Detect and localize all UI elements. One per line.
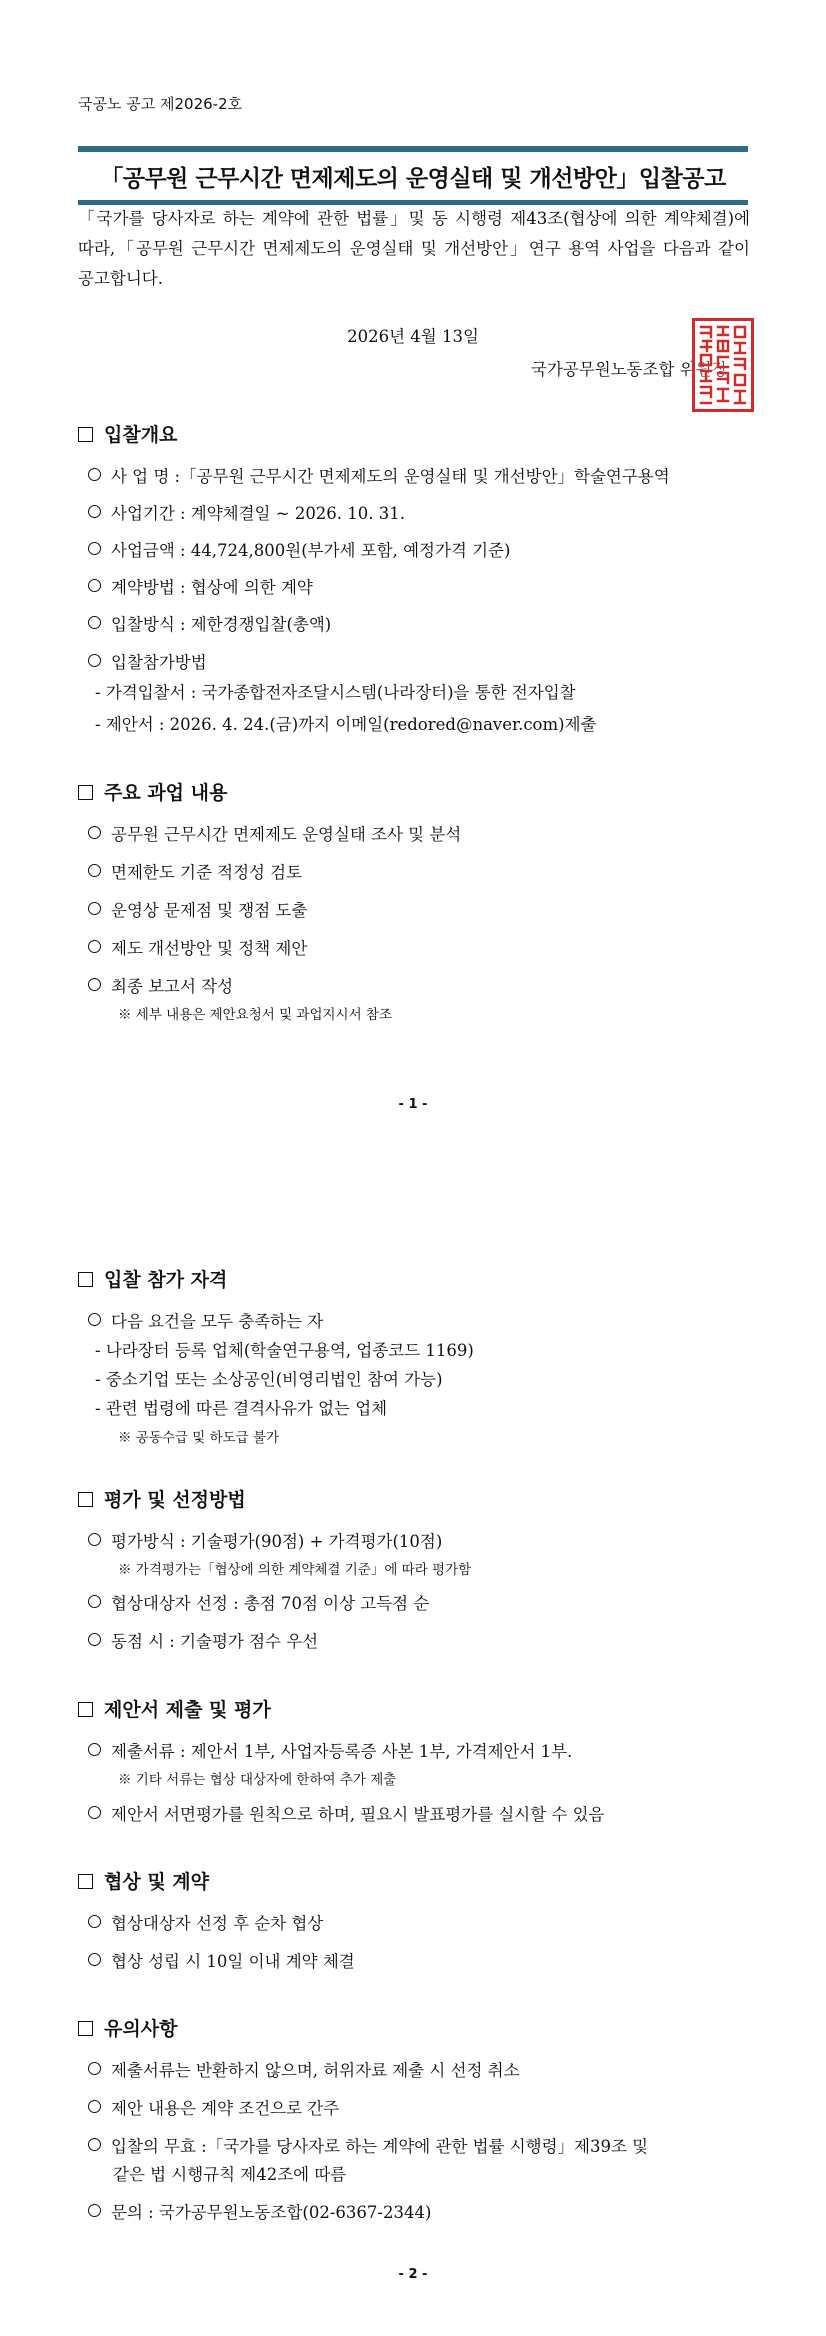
- list-item-text: 다음 요건을 모두 충족하는 자: [111, 1312, 324, 1331]
- list-item: [88, 500, 405, 524]
- list-item: [88, 1910, 323, 1934]
- list-item-text: 사업기간 : 계약체결일 ~ 2026. 10. 31.: [111, 504, 406, 523]
- page-2: [0, 1168, 826, 2336]
- circle-bullet-icon: [88, 1806, 101, 1819]
- list-item-text: 운영상 문제점 및 쟁점 도출: [111, 901, 308, 920]
- list-item-text: 협상대상자 선정 후 순차 협상: [111, 1914, 324, 1933]
- square-bullet-icon: [78, 2021, 93, 2036]
- footnote: ※ 공동수급 및 하도급 불가: [118, 1430, 280, 1446]
- list-item-text: 사업금액 : 44,724,800원(부가세 포함, 예정가격 기준): [111, 541, 511, 560]
- list-item-text: 제출서류는 반환하지 않으며, 허위자료 제출 시 선정 취소: [111, 2061, 520, 2080]
- square-bullet-icon: [78, 1702, 93, 1717]
- list-item: [88, 821, 461, 845]
- list-item: [88, 1948, 355, 1972]
- section-title: 유의사항: [104, 2018, 178, 2040]
- section-title: 주요 과업 내용: [104, 782, 228, 804]
- section-heading-notes: [78, 2014, 177, 2041]
- circle-bullet-icon: [88, 864, 101, 877]
- circle-bullet-icon: [88, 1313, 101, 1326]
- square-bullet-icon: [78, 1272, 93, 1287]
- list-item: [88, 1738, 572, 1762]
- circle-bullet-icon: [88, 2204, 101, 2217]
- section-heading-overview: [78, 420, 177, 447]
- square-bullet-icon: [78, 1492, 93, 1507]
- list-item: [88, 1801, 605, 1825]
- list-item: [88, 859, 302, 883]
- list-item: [88, 897, 307, 921]
- dash-item: - 중소기업 또는 소상공인(비영리법인 참여 가능): [95, 1370, 443, 1389]
- section-heading-evaluation: [78, 1485, 246, 1512]
- list-item-continuation: 같은 법 시행규칙 제42조에 따름: [113, 2165, 347, 2184]
- circle-bullet-icon: [88, 616, 101, 629]
- list-item: [88, 1590, 429, 1614]
- list-item-text: 제안 내용은 계약 조건으로 간주: [111, 2099, 340, 2118]
- list-item: [88, 2057, 520, 2081]
- circle-bullet-icon: [88, 1743, 101, 1756]
- circle-bullet-icon: [88, 940, 101, 953]
- list-item: [88, 973, 233, 997]
- circle-bullet-icon: [88, 1915, 101, 1928]
- section-title: 협상 및 계약: [104, 1871, 209, 1893]
- list-item-text: 계약방법 : 협상에 의한 계약: [111, 578, 313, 597]
- notice-date: 2026년 4월 13일: [347, 327, 479, 346]
- list-item: [88, 1308, 323, 1332]
- list-item-text: 입찰의 무효 :「국가를 당사자로 하는 계약에 관한 법률 시행령」제39조 및: [111, 2137, 649, 2156]
- list-item-text: 동점 시 : 기술평가 점수 우선: [111, 1632, 319, 1651]
- dash-item: - 제안서 : 2026. 4. 24.(금)까지 이메일(redored@naver.com)제출: [95, 715, 597, 734]
- section-heading-eligibility: [78, 1265, 227, 1292]
- list-item-text: 제출서류 : 제안서 1부, 사업자등록증 사본 1부, 가격제안서 1부.: [111, 1742, 573, 1761]
- section-title: 제안서 제출 및 평가: [104, 1699, 271, 1721]
- list-item: [88, 2133, 648, 2157]
- list-item-text: 사 업 명 :「공무원 근무시간 면제제도의 운영실태 및 개선방안」학술연구용역: [111, 467, 670, 486]
- dash-item: - 관련 법령에 따른 결격사유가 없는 업체: [95, 1399, 388, 1418]
- circle-bullet-icon: [88, 826, 101, 839]
- circle-bullet-icon: [88, 654, 101, 667]
- circle-bullet-icon: [88, 1953, 101, 1966]
- list-item: [88, 1628, 318, 1652]
- list-item: [88, 2095, 339, 2119]
- circle-bullet-icon: [88, 505, 101, 518]
- circle-bullet-icon: [88, 579, 101, 592]
- section-title: 입찰개요: [104, 424, 178, 446]
- issuer-name: 국가공무원노동조합 위원장: [531, 360, 728, 379]
- document-number: 국공노 공고 제2026-2호: [78, 95, 243, 113]
- square-bullet-icon: [78, 427, 93, 442]
- list-item: [88, 2199, 431, 2223]
- footnote: ※ 가격평가는「협상에 의한 계약체결 기준」에 따라 평가함: [118, 1562, 472, 1578]
- list-item-text: 협상 성립 시 10일 이내 계약 체결: [111, 1952, 355, 1971]
- list-item-text: 제도 개선방안 및 정책 제안: [111, 939, 308, 958]
- list-item-text: 제안서 서면평가를 원칙으로 하며, 필요시 발표평가를 실시할 수 있음: [111, 1805, 605, 1824]
- list-item-text: 공무원 근무시간 면제제도 운영실태 조사 및 분석: [111, 825, 462, 844]
- section-heading-tasks: [78, 778, 227, 805]
- circle-bullet-icon: [88, 978, 101, 991]
- circle-bullet-icon: [88, 902, 101, 915]
- circle-bullet-icon: [88, 2138, 101, 2151]
- page-number: - 2 -: [398, 2267, 428, 2282]
- section-title: 입찰 참가 자격: [104, 1269, 228, 1291]
- list-item-text: 협상대상자 선정 : 총점 70점 이상 고득점 순: [111, 1594, 430, 1613]
- circle-bullet-icon: [88, 1633, 101, 1646]
- circle-bullet-icon: [88, 542, 101, 555]
- page-number: - 1 -: [398, 1097, 428, 1112]
- circle-bullet-icon: [88, 1533, 101, 1546]
- list-item: [88, 574, 313, 598]
- square-bullet-icon: [78, 785, 93, 800]
- list-item-text: 문의 : 국가공무원노동조합(02-6367-2344): [111, 2203, 432, 2222]
- section-heading-contract: [78, 1867, 209, 1894]
- title-band: [78, 146, 748, 205]
- dash-item: - 가격입찰서 : 국가종합전자조달시스템(나라장터)을 통한 전자입찰: [95, 683, 576, 702]
- footnote: ※ 세부 내용은 제안요청서 및 과업지시서 참조: [118, 1007, 392, 1023]
- circle-bullet-icon: [88, 468, 101, 481]
- list-item: [88, 1528, 442, 1552]
- list-item: [88, 463, 670, 487]
- section-heading-proposal: [78, 1695, 271, 1722]
- list-item-text: 평가방식 : 기술평가(90점) + 가격평가(10점): [111, 1532, 443, 1551]
- square-bullet-icon: [78, 1874, 93, 1889]
- official-seal: [692, 318, 754, 412]
- circle-bullet-icon: [88, 1595, 101, 1608]
- list-item: [88, 611, 331, 635]
- list-item-text: 입찰참가방법: [111, 653, 207, 672]
- footnote: ※ 기타 서류는 협상 대상자에 한하여 추가 제출: [118, 1772, 397, 1788]
- section-title: 평가 및 선정방법: [104, 1489, 246, 1511]
- list-item-text: 면제한도 기준 적정성 검토: [111, 863, 303, 882]
- page-title: 「공무원 근무시간 면제제도의 운영실태 및 개선방안」입찰공고: [100, 166, 726, 192]
- intro-paragraph: 「국가를 당사자로 하는 계약에 관한 법률」및 동 시행령 제43조(협상에 의한 계약체결)에 따라,「공무원 근무시간 면제제도의 운영실태 및 개선방안」연구 용역 사업을 다음과 같이 공고합니다.: [78, 209, 750, 288]
- dash-item: - 나라장터 등록 업체(학술연구용역, 업종코드 1169): [95, 1341, 474, 1360]
- seal-glyph-icon: [697, 323, 749, 407]
- list-item-text: 최종 보고서 작성: [111, 977, 234, 996]
- circle-bullet-icon: [88, 2062, 101, 2075]
- list-item-text: 입찰방식 : 제한경쟁입찰(총액): [111, 615, 332, 634]
- list-item: [88, 649, 207, 673]
- list-item: [88, 935, 307, 959]
- list-item: [88, 537, 510, 561]
- circle-bullet-icon: [88, 2100, 101, 2113]
